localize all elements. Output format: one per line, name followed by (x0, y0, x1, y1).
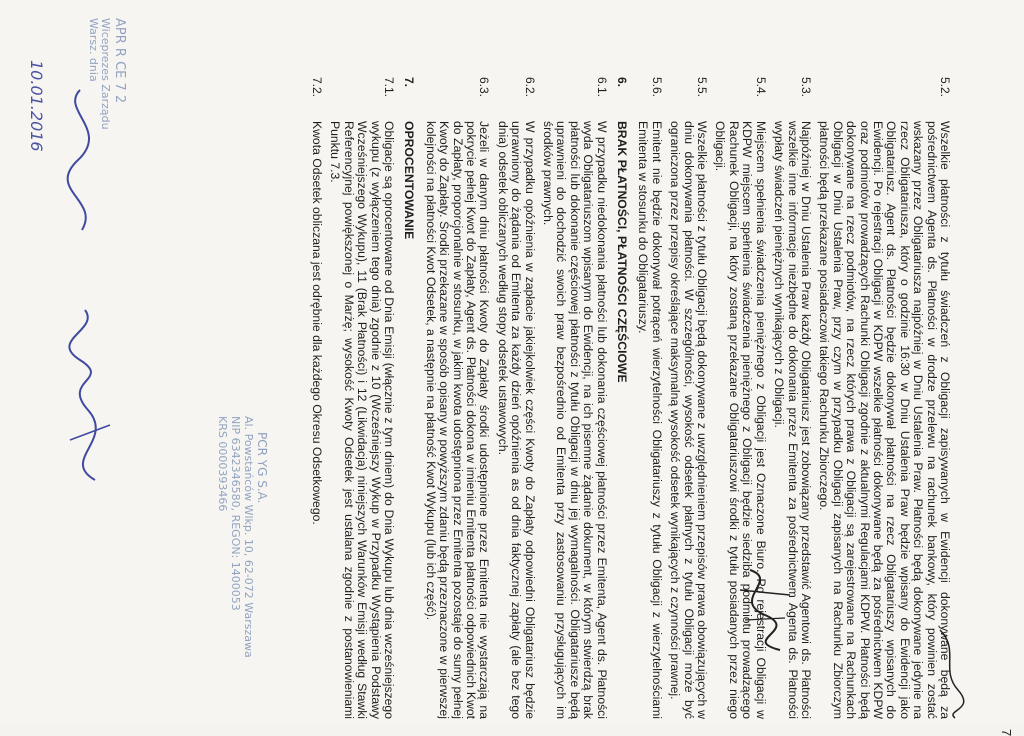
section-title: BRAK PŁATNOŚCI, PŁATNOŚCI CZĘŚCIOWE (615, 121, 630, 383)
section-number: 6. (615, 77, 630, 88)
clause (713, 77, 767, 719)
section-5-items (636, 77, 951, 719)
clause (668, 77, 708, 719)
clause-text: W przypadku niedokonania płatności lub dokonania częściowej płatności przez Emitenta, Agent ds. Płatności wyda Obligatariuszom wpisanym do Ewidencji, na ich pisemne żądanie dokument, w którym stwierdzą brak płatności lub dokonanie częściowej płatności z tytułu Obligacji w dniu jej wymagalności. Obligatariusze będą uprawnieni do dochodzić swoich praw bezpośrednio od Emitenta przy zastosowaniu przysługujących im środków prawnych. (541, 121, 609, 719)
clause (541, 77, 608, 719)
clause (772, 77, 812, 719)
handwritten-date: 10.01.2016 (27, 60, 46, 152)
clause (310, 77, 323, 719)
clause-number: 5.6. (649, 77, 664, 98)
clause-text: Kwota Odsetek obliczana jest odrębnie dla każdego Okresu Odsetkowego. (309, 121, 324, 525)
section-6-items (423, 77, 607, 719)
clause (636, 77, 663, 719)
clause-text: Jeżeli w danym dniu płatności Kwoty do Zapłaty środki udostępnione przez Emitenta nie wystarczają na pokrycie pełnej Kwot do Zapłaty, Agent ds. Płatności dokona w imieniu Emitenta płatności odpowiednich Kwot do Zapłaty, proporcjonalnie w stosunku, w jakim kwota udostępniona przez Emitenta pozostaje do sumy pełnej Kwoty do Zapłaty. Środki przekazane w sposób opisany w powyższym zdaniu będą przeznaczone w pierwszej kolejności na płatności Kwot Odsetek, a następnie na płatność Kwot Wykupu (lub ich część). (423, 121, 492, 719)
clause (495, 77, 535, 719)
clause-number: 5.2. (938, 77, 952, 98)
clause-number: 7.1. (381, 77, 396, 98)
section-7-heading (402, 77, 415, 719)
section-7-items (310, 77, 395, 719)
clause-text: Wszelkie płatności z tytułu Obligacji będą dokonywane z uwzględnieniem przepisów prawa obowiązujących w dniu dokonywania płatności. W szczególności, wysokość odsetek płatnych z tytułu Obligacji może być ograniczona przez przepisy określające maksymalną wysokość odsetek wynikających z czynności prawnej. (668, 121, 710, 719)
clause-text: W przypadku opóźnienia w zapłacie jakiejkolwiek części Kwoty do Zapłaty odpowiedni Obligatariusz będzie uprawniony do żądania od Emitenta za każdy dzień opóźnienia as od dnia faktycznej zapłaty (ale bez tego dnia) odsetek obliczanych według stopy odsetek ustawowych. (495, 121, 537, 719)
clause (423, 77, 490, 719)
clause-text: Emitent nie będzie dokonywał potrąceń wierzytelności Obligatariuszy z tytułu Obligacji z wierzytelnościami Emitenta w stosunku do Obligatariuszy. (636, 121, 664, 719)
clause-number: 6.1. (594, 77, 609, 98)
clause (817, 77, 951, 719)
clause-number: 6.3. (477, 77, 492, 98)
clause-number: 5.3. (798, 77, 813, 98)
clause-text: Obligacje są oprocentowane od Dnia Emisji (włącznie z tym dniem) do Dnia Wykupu lub dnia wcześniejszego wykupu (z wyłączeniem tego dnia) zgodnie z 10 (Wcześniejszy Wykup w Przypadku Wystąpienia Podstawy Wcześniejszego Wykupu), 11 (Brak Płatności) i 12 (Likwidacja) niniejszych Warunków Emisji według Stawki Referencyjnej powiększonej o Marżę; wysokość Kwoty Odsetek jest ustalana zgodnie z postanowieniami Punktu 7.3. (328, 121, 396, 719)
company-stamp-krs: KRS 0000393466 (216, 416, 229, 512)
document-text-body (80, 77, 1014, 736)
clause-number: 6.2. (522, 77, 537, 98)
company-stamp-ids: NIP 6342346580, REGON: 1400053 (229, 416, 242, 611)
clause-text: Wszelkie płatności z tytułu świadczeń z Obligacji zapisywanych w Ewidencji dokonywane będą za pośrednictwem Agenta ds. Płatności w drodze przelewu na rachunek bankowy, który powinien zostać wskazany przez Obligatariusza najpóźniej w Dniu Ustalenia Praw. Płatności będą dokonywane jedynie na rzecz Obligatariusza, który o godzinie 16:30 w Dniu Ustalenia Praw będzie wpisany do Ewidencji jako Obligatariusz. Agent ds. Płatności będzie dokonywał płatności na rzecz Obligatariuszy wpisanych do Ewidencji. Po rejestracji Obligacji w KDPW wszelkie płatności dokonywane będą za pośrednictwem KDPW oraz podmiotów prowadzących Rachunki Obligacji zgodnie z aktualnymi Regulacjami KDPW. Płatności będą dokonywane na rzecz podmiotów, na rzecz których prawa z Obligacji są zarejestrowane na Rachunkach Obligacji w Dniu Ustalenia Praw, przy czym w przypadku Obligacji zapisanych na Rachunku Zbiorczym płatności będą przekazane posiadaczowi takiego Rachunku Zbiorczego. (817, 121, 952, 719)
section-number: 7. (402, 77, 417, 88)
clause-number: 5.4. (753, 77, 768, 98)
company-stamp-name: PCR YG S.A. (255, 432, 269, 504)
clause-number: 5.5. (695, 77, 710, 98)
section-title: OPROCENTOWANIE (402, 121, 417, 240)
clause-text: Najpóźniej w Dniu Ustalenia Praw każdy Obligatariusz jest zobowiązany przedstawić Agentowi ds. Płatności wszelkie inne informacje niezbędne do dokonania przez Emitenta za pośrednictwem Agenta ds. Płatności wypłaty świadczeń pieniężnych wynikających z Obligacji. (772, 121, 813, 719)
section-6-heading (615, 77, 628, 719)
stamp-city-date-text: Warsz. dnia (87, 18, 100, 82)
clause-number: 7.2. (309, 77, 324, 98)
clause (328, 77, 395, 719)
company-stamp-address: Al. Powstańców Wlkp. 10, 62-072 Warszawa (242, 416, 255, 658)
company-stamp-text: APR R CE 7 2 (112, 18, 127, 104)
clause-text: Miejscem spełnienia świadczenia pieniężnego z Obligacji jest Oznaczone Biuro. Po rejestracji Obligacji w KDPW miejscem spełnienia świadczenia pieniężnego z Obligacji będzie siedziba podmiotu prowadzącego Rachunek Obligacji, na który zostaną przekazane Obligatariuszowi środki z tytułu posiadanych przez niego Obligacji. (713, 121, 768, 719)
page-number: 7 (999, 729, 1014, 736)
stamp-role-text: Wiceprezes Zarządu (99, 18, 112, 130)
